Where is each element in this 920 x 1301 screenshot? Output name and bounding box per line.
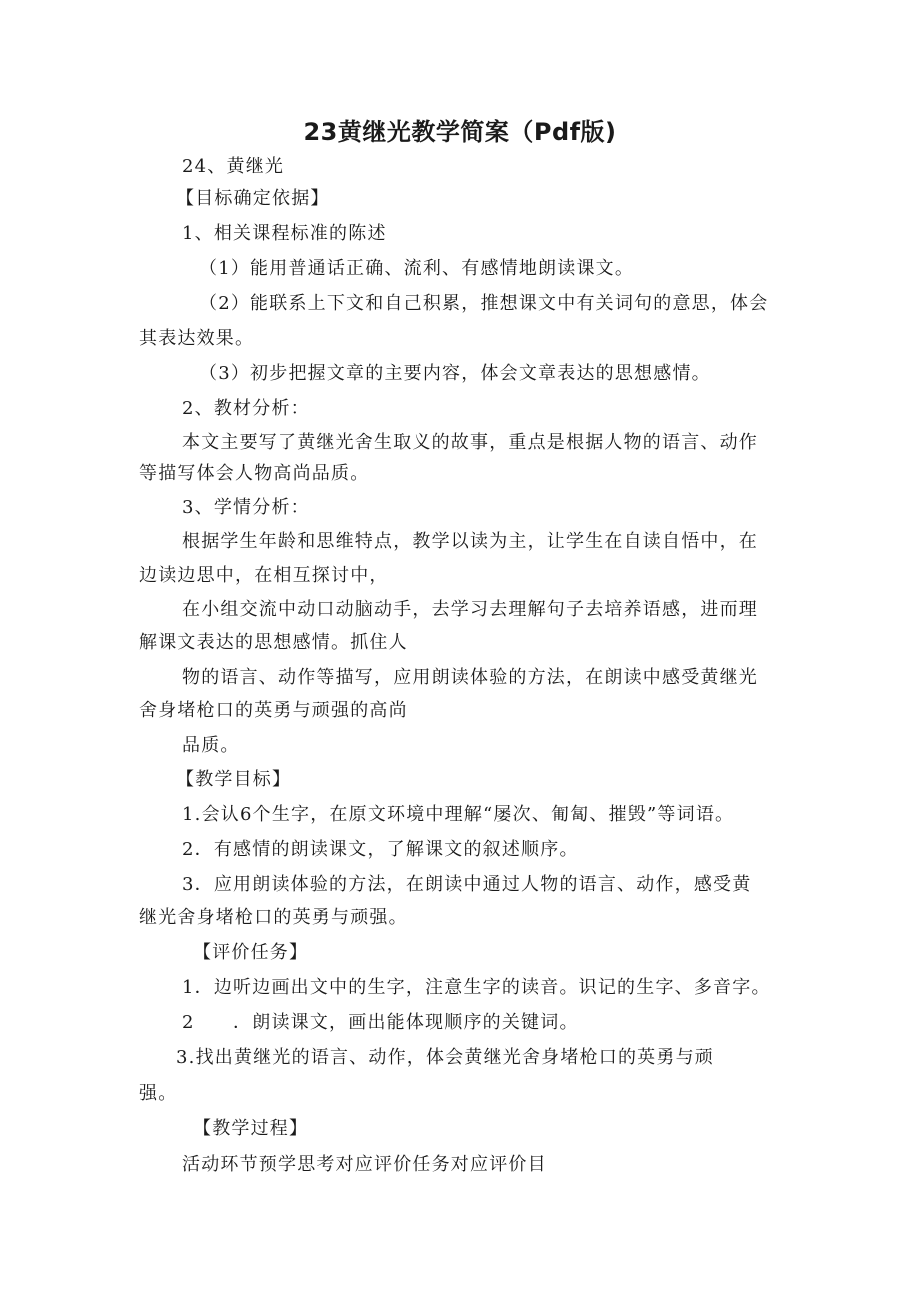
paragraph-line: 舍身堵枪口的英勇与顽强的高尚 <box>139 700 408 721</box>
paragraph-line: 等描写体会人物高尚品质。 <box>139 463 370 484</box>
task-item-continued: 强。 <box>139 1083 178 1104</box>
paragraph-line: 边读边思中，在相互探讨中， <box>139 565 389 586</box>
task-item: 3.找出黄继光的语言、动作，体会黄继光舍身堵枪口的英勇与顽 <box>176 1047 714 1068</box>
paragraph-line: 本文主要写了黄继光舍生取义的故事，重点是根据人物的语言、动作 <box>182 432 758 453</box>
section-heading-goal-basis: 【目标确定依据】 <box>176 188 330 209</box>
paragraph-line: 在小组交流中动口动脑动手，去学习去理解句子去培养语感，进而理 <box>182 599 758 620</box>
section-heading-teaching-goals: 【教学目标】 <box>176 769 292 790</box>
paragraph-line: 解课文表达的思想感情。抓住人 <box>139 632 408 653</box>
table-header-line: 活动环节预学思考对应评价任务对应评价目 <box>182 1154 547 1175</box>
paragraph-line: （3）初步把握文章的主要内容，体会文章表达的思想感情。 <box>199 363 711 384</box>
subsection-heading: 1、相关课程标准的陈述 <box>182 223 387 244</box>
paragraph-line: 品质。 <box>182 735 240 756</box>
paragraph-line: 根据学生年龄和思维特点，教学以读为主，让学生在自读自悟中，在 <box>182 531 758 552</box>
goal-item-continued: 继光舍身堵枪口的英勇与顽强。 <box>139 907 408 928</box>
subsection-heading: 2、教材分析： <box>182 398 310 419</box>
document-title: 23黄继光教学简案（Pdf版) <box>303 118 617 146</box>
paragraph-line: 其表达效果。 <box>139 328 255 349</box>
paragraph-line: 物的语言、动作等描写，应用朗读体验的方法，在朗读中感受黄继光 <box>182 667 758 688</box>
task-item: 1．边听边画出文中的生字，注意生字的读音。识记的生字、多音字。 <box>182 977 771 998</box>
section-heading-evaluation-tasks: 【评价任务】 <box>193 942 309 963</box>
section-heading-teaching-process: 【教学过程】 <box>193 1118 309 1139</box>
goal-item: 3．应用朗读体验的方法，在朗读中通过人物的语言、动作，感受黄 <box>182 874 752 895</box>
paragraph-line: （1）能用普通话正确、流利、有感情地朗读课文。 <box>199 258 635 279</box>
paragraph-line: （2）能联系上下文和自己积累，推想课文中有关词句的意思，体会 <box>199 293 769 314</box>
lesson-heading: 24、黄继光 <box>182 156 285 177</box>
goal-item: 2．有感情的朗读课文，了解课文的叙述顺序。 <box>182 839 579 860</box>
subsection-heading: 3、学情分析： <box>182 497 310 518</box>
task-item: 2 ．朗读课文，画出能体现顺序的关键词。 <box>182 1012 579 1033</box>
goal-item: 1.会认6个生字，在原文环境中理解“屡次、匍匐、摧毁”等词语。 <box>182 804 735 825</box>
